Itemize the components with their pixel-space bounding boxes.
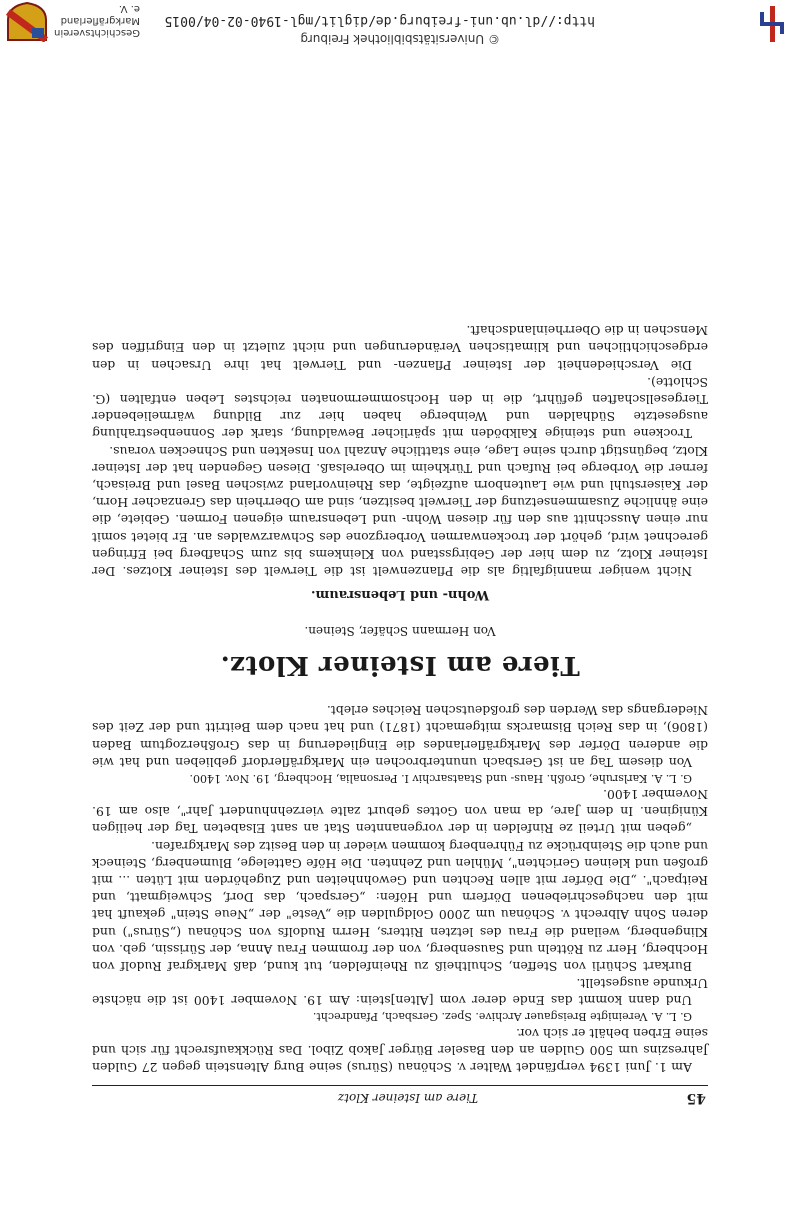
paragraph: Die Verschiedenheit der Isteiner Pflanzen- und Tierwelt hat ihre Ursachen in den erdgeschichtlichen und klimatischen Veränderungen und nicht zuletzt in den Eingriffen des Menschen in die Oberrheinlandschaft.: [92, 323, 708, 373]
viewer-header: [0, 0, 800, 48]
paragraph: „geben mit Urteil ze Rinfelden in der vorgenannten Stat an sant Elsabeten Tag der heiligen Küniginen. In dem Jare, da man von Gottes geburt zalte vierzehnhundert Jahr", also am 19. November 1400.: [92, 786, 708, 837]
document-page: [92, 68, 708, 1108]
society-name: Geschichtsverein Markgräflerland e. V.: [54, 3, 140, 38]
byline: Von Hermann Schäfer, Steinen.: [304, 624, 496, 638]
running-head: [92, 1085, 708, 1108]
society-coat-of-arms-icon[interactable]: [6, 2, 48, 42]
document-url[interactable]: http://dl.ub.uni-freiburg.de/diglit/mgl-1940-02-04/0015: [164, 13, 595, 28]
copyright-notice: © Universitätsbibliothek Freiburg: [300, 32, 500, 46]
paragraph: Am 1. Juni 1394 verpfändet Walter v. Schönau (Sürus) seine Burg Altenstein gegen 27 Gulden Jahreszins um 500 Gulden an den Baseler Bürger Jakob Zibol. Das Rückkaufsrecht für sich und seine Erben behält er sich vor.: [92, 1025, 708, 1075]
page-number: 45: [686, 1090, 706, 1106]
paragraph: Burkart Schürli von Steffen, Schultheiß zu Rheinfelden, tut kund, daß Markgraf Rudolf von Hochberg, Herr zu Rötteln und Sausenberg, von der frommen Frau Anna, der Sürissin, geb. von Klingenberg, weiland die Frau des letzten Ritters, Herrn Rudolfs von Schönau („Sürus") und deren Sohn Albrecht v. Schönau um 2000 Goldgulden die „Veste" der „Neue Stein" gekauft hat mit den nachgeschriebenen Dörfern und Höfen: „Gerspach, das Dorf, Schweigmatt, und Reitpach". „Die Dörfer mit allen Rechten und Gewohnheiten und Zugehörden mit Lüten ... mit großen und kleinen Gerichten", Mühlen und Zehnten. Die Höfe Gattelege, Blumenberg, Steineck und auch die Steinbrücke zu Führenberg kommen wieder in den Besitz des Markgrafen.: [92, 838, 708, 974]
source-note: G. L. A. Karlsruhe, Großh. Haus- und Staatsarchiv I. Personalia, Hochberg, 19. Nov. 1400.: [189, 771, 692, 785]
text-block-article: [92, 322, 708, 580]
university-library-logo-icon[interactable]: [752, 4, 792, 44]
section-heading: Wohn- und Lebensraum.: [310, 587, 490, 602]
text-block-charters: [92, 702, 708, 1076]
paragraph: Nicht weniger mannigfaltig als die Pflanzenwelt ist die Tierwelt des Isteiner Klotzes. Der Isteiner Klotz, zu dem hier der Gebirgsstand von Kleinkems bis zum Schafberg bei Efringen gerechnet wird, gehört der trockenwarmen Vorbergzone des Schwarzwaldes an. Er bietet somit nur einen Ausschnitt aus den für diesen Wohn- und Lebensraum eigenen Formen. Gebiete, die eine ähnliche Zusammensetzung der Tierwelt besitzen, sind am Oberrhein das Grenzacher Horn, der Kaiserstuhl und wie Lautenborn aufzeigte, das Rheinvorland zwischen Basel und Breisach, ferner die Vorberge bei Rufach und Türkheim im Oberelsaß. Diesen Gegenden hat der Isteiner Klotz, begünstigt durch seine Lage, eine stattliche Anzahl von Insekten und Schnecken voraus.: [92, 443, 708, 579]
paragraph: Trockene und steinige Kalkböden mit spärlicher Bewaldung, stark der Sonnenbestrahlung ausgesetzte Südhalden und Weinberge haben hier zur Bildung wärmeliebender Tiergesellschaften geführt, die in den Hochsommermonaten reichstes Leben entfalten (G. Schlotte).: [92, 374, 708, 442]
source-note: G. L. A. Vereinigte Breisgauer Archive. Spez. Gersbach, Pfandrecht.: [312, 1010, 692, 1024]
running-head-title: Tiere am Isteiner Klotz: [337, 1091, 478, 1105]
paragraph: Von diesem Tag an ist Gersbach ununterbrochen ein Markgräflerdorf geblieben und hat wie die anderen Dörfer des Markgräflerlandes die Eingliederung in das Großherzogtum Baden (1806), in das Reich Bismarcks mitgemacht (1871) und hat nach dem Beitritt und der Zeit des Niedergangs das Werden des großdeutschen Reiches erlebt.: [92, 703, 708, 770]
paragraph: Und dann kommt das Ende derer vom [Alten]stein: Am 19. November 1400 ist die nächste Urkunde ausgestellt.: [92, 976, 708, 1009]
article-title: Tiere am Isteiner Klotz.: [220, 650, 580, 680]
